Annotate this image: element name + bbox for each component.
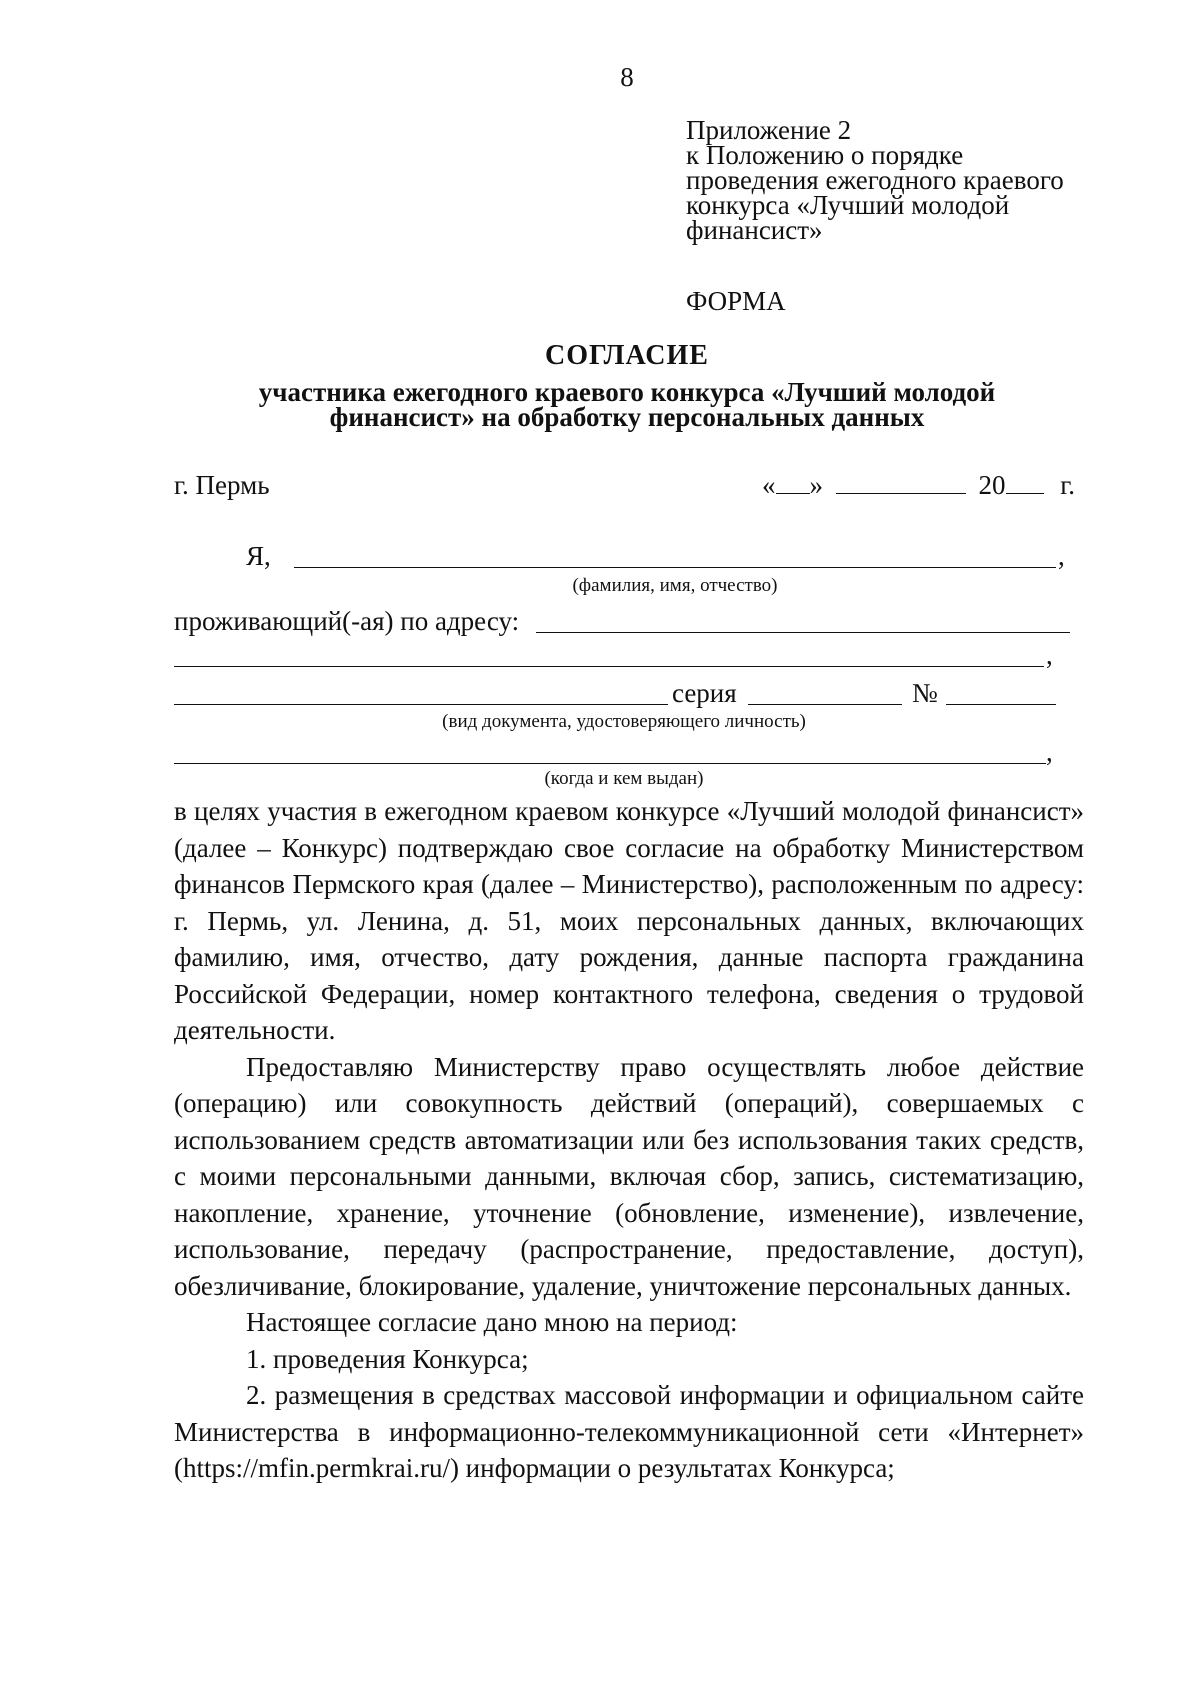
i-label: Я, [246,541,271,571]
fio-caption: (фамилия, имя, отчество) [572,575,778,596]
document-title: СОГЛАСИЕ [545,340,709,371]
issued-field[interactable] [174,763,1046,764]
address-field-continued[interactable] [174,666,1044,667]
page-number: 8 [620,62,634,92]
appendix-note [686,115,1064,245]
appendix-line: проведения ежегодного краевого [686,165,1064,195]
paragraph-rights: Предоставляю Министерству право осуществлять любое действие (операцию) или совокупность действий (операций), совершаемых с использованием средств автоматизации или без использования таких средств, с моими персональными данными, включая сбор, запись, систематизацию, накопление, хранение, уточнение (обновление, изменение), извлечение, использование, передачу (распространение, предоставление, доступ), обезличивание, блокирование, удаление, уничтожение персональных данных. [174,1051,1084,1301]
comma: , [1046,640,1053,670]
appendix-line: конкурса «Лучший молодой [686,190,1010,220]
consent-body [174,793,1084,1487]
address-field[interactable] [536,632,1070,633]
document-caption: (вид документа, удостоверяющего личность) [442,711,806,732]
list-item-1: 1. проведения Конкурса; [246,1343,529,1374]
number-label: № [912,678,938,708]
subtitle-line: участника ежегодного краевого конкурса «Лучший молодой [258,377,996,407]
subtitle-line: финансист» на обработку персональных данных [329,402,925,432]
date-open-quote: « [762,470,776,500]
appendix-line: к Положению о порядке [686,140,964,170]
month-field[interactable] [836,471,966,494]
date-close-quote: » [809,470,823,500]
document-subtitle [0,377,1200,432]
year-suffix: г. [1060,470,1076,500]
paragraph-purpose: в целях участия в ежегодном краевом конкурсе «Лучший молодой финансист» (далее – Конкурс) подтверждаю свое согласие на обработку Министерством финансов Пермского края (далее – Министерство), расположенным по адресу: г. Пермь, ул. Ленина, д. 51, моих персональных данных, включающих фамилию, имя, отчество, дату рождения, данные паспорта гражданина Российской Федерации, номер контактного телефона, сведения о трудовой деятельности. [174,796,1084,1045]
comma: , [1058,541,1065,571]
date-line [762,470,1075,501]
day-field[interactable] [776,471,810,494]
address-label: проживающий(-ая) по адресу: [174,606,520,636]
list-item-2: 2. размещения в средствах массовой информации и официальном сайте Министерства в информационно-телекоммуникационной сети «Интернет» (https://mfin.permkrai.ru/) информации о результатах Конкурса; [174,1380,1084,1483]
document-type-field[interactable] [174,704,668,705]
form-label: ФОРМА [686,286,786,316]
appendix-line: Приложение 2 [686,115,852,145]
fio-field[interactable] [294,567,1056,568]
appendix-line: финансист» [686,215,823,245]
year-field[interactable] [1006,471,1044,494]
comma: , [1046,737,1053,767]
year-prefix: 20 [978,470,1006,500]
series-field[interactable] [748,704,902,705]
paragraph-period: Настоящее согласие дано мною на период: [246,1307,738,1337]
issued-caption: (когда и кем выдан) [544,768,704,789]
series-label: серия [672,678,737,708]
number-field[interactable] [946,704,1056,705]
city-label: г. Пермь [174,470,270,500]
